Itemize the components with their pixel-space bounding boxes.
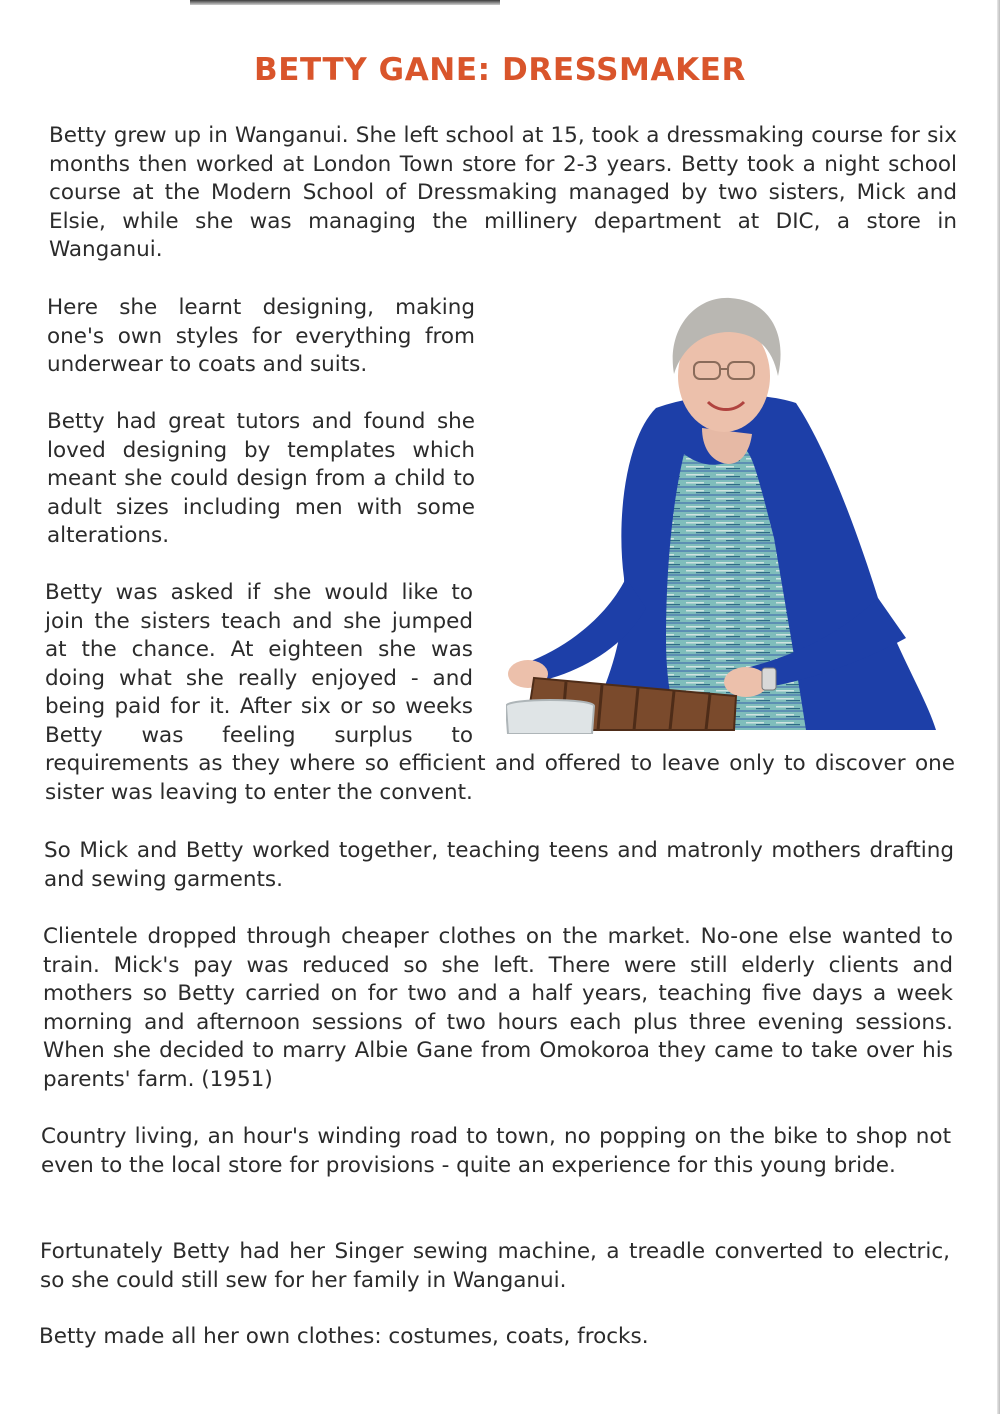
paragraph-1: Betty grew up in Wanganui. She left school at 15, took a dressmaking course for six months then worked at London Town store for 2-3 years. Betty took a night school course at the Modern School of Dressmaking managed by two sisters, Mick and Elsie, while she was managing the millinery department at DIC, a store in Wanganui. [49, 123, 957, 262]
paragraph-2: Here she learnt designing, making one's own styles for everything from underwear to coats and suits. [47, 295, 475, 377]
paragraph-4-text: Betty was asked if she would like to join the sisters teach and she jumped at the chance. At eighteen she was doing what she really enjoyed - and being paid for it. After six or so weeks Betty was feeling surplus to requirements as they where so efficient and offered to leave only to discover one sister was leaving to enter the convent. [45, 580, 955, 805]
paragraph-9: Betty made all her own clothes: costumes, coats, frocks. [39, 1324, 649, 1349]
portrait-photo [506, 278, 940, 734]
paragraph-6: Clientele dropped through cheaper clothes on the market. No-one else wanted to train. Mick's pay was reduced so she left. There were still elderly clients and mothers so Betty carried on for two and a half years, teaching five days a week morning and afternoon sessions of two hours each plus three evening sessions. When she decided to marry Albie Gane from Omokoroa they came to take over his parents' farm. (1951) [43, 924, 953, 1092]
page-title: BETTY GANE: DRESSMAKER [254, 52, 746, 88]
paragraph-3: Betty had great tutors and found she loved designing by templates which meant she could design from a child to adult sizes including men with some alterations. [47, 409, 475, 548]
paragraph-7: Country living, an hour's winding road to town, no popping on the bike to shop not even to the local store for provisions - quite an experience for this young bride. [41, 1124, 951, 1178]
paragraph-8: Fortunately Betty had her Singer sewing machine, a treadle converted to electric, so she could still sew for her family in Wanganui. [40, 1239, 950, 1293]
paragraph-5: So Mick and Betty worked together, teaching teens and matronly mothers drafting and sewing garments. [44, 838, 954, 892]
scan-edge-top [190, 0, 500, 5]
